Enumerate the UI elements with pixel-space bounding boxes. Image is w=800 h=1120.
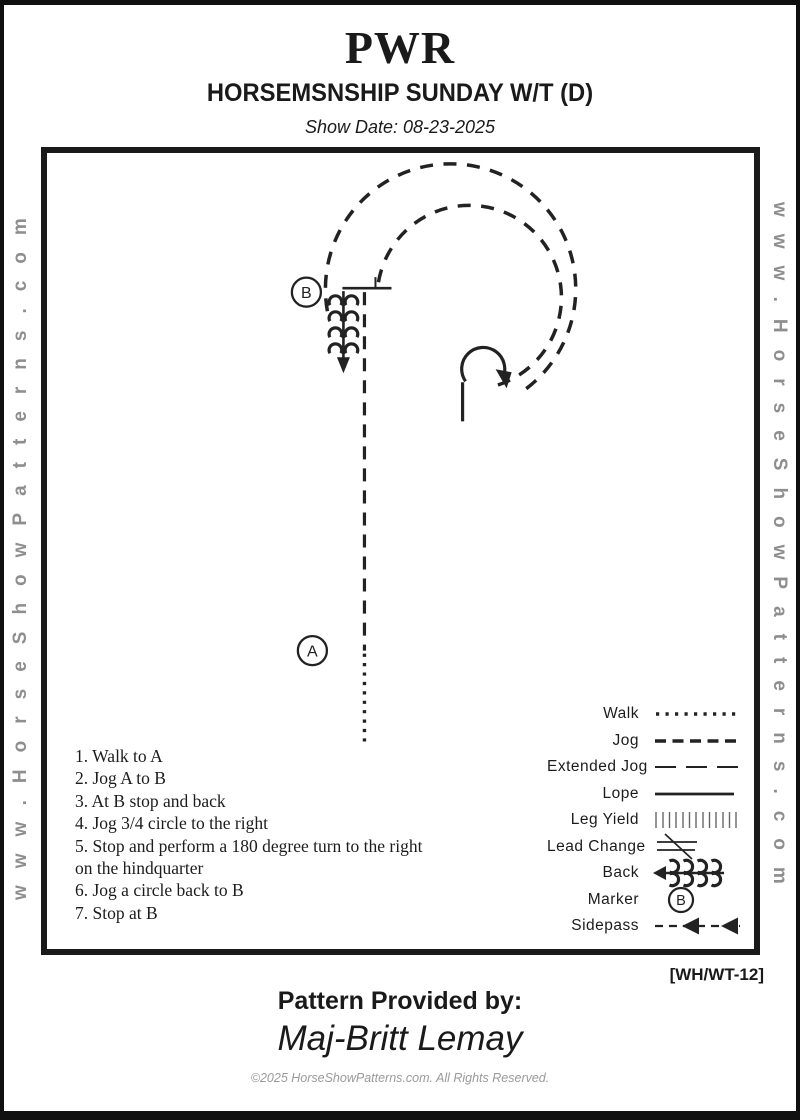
- show-date: Show Date: 08-23-2025: [304, 117, 496, 137]
- provided-by-label: Pattern Provided by:: [277, 987, 523, 1015]
- legend-label: Leg Yield: [570, 811, 639, 829]
- marker-legend-symbol: [652, 887, 744, 913]
- legend-label: Jog: [612, 731, 639, 749]
- legend-row: [547, 887, 744, 914]
- marker-a: [298, 636, 327, 665]
- legend-row: [547, 754, 744, 781]
- sidepass-symbol: [652, 913, 744, 939]
- lope-symbol: [652, 781, 744, 807]
- legend-label: Marker: [587, 890, 639, 908]
- pattern-code: [WH/WT-12]: [669, 965, 764, 984]
- leg-yield-symbol: [652, 807, 744, 833]
- provided-by-name: Maj-Britt Lemay: [277, 1019, 523, 1058]
- extended-jog-symbol: [652, 754, 744, 780]
- copyright-note: ©2025 HorseShowPatterns.com. All Rights Reserved.: [250, 1071, 550, 1085]
- svg-text:B: B: [301, 284, 312, 303]
- instruction-line: 3. At B stop and back: [75, 790, 226, 811]
- legend-label: Lead Change: [547, 837, 646, 855]
- svg-text:B: B: [676, 892, 686, 909]
- legend-row: [547, 701, 744, 728]
- lead-change-symbol: [652, 834, 744, 860]
- instruction-line: 6. Jog a circle back to B: [75, 880, 244, 901]
- legend-row: [547, 781, 744, 808]
- instructions-list: [75, 745, 515, 924]
- legend-label: Walk: [603, 705, 639, 723]
- legend-row: [547, 834, 744, 861]
- legend: [547, 701, 744, 940]
- legend-label: Sidepass: [571, 917, 639, 935]
- instruction-line: 4. Jog 3/4 circle to the right: [75, 813, 268, 834]
- legend-row: [547, 913, 744, 940]
- instruction-line: 5. Stop and perform a 180 degree turn to the right: [75, 835, 423, 856]
- instruction-line: 2. Jog A to B: [75, 768, 166, 789]
- jog-return-circle-path: [378, 205, 561, 386]
- back-legend-symbol: [652, 860, 744, 886]
- legend-label: Lope: [602, 784, 639, 802]
- walk-symbol: [652, 701, 744, 727]
- instruction-line: 1. Walk to A: [75, 746, 163, 766]
- watermark-right: www.HorseShowPatterns.com: [769, 201, 790, 901]
- marker-b: [292, 278, 321, 307]
- pattern-box: [41, 147, 760, 955]
- svg-text:A: A: [307, 642, 318, 661]
- legend-label: Extended Jog: [547, 758, 648, 776]
- legend-label: Back: [602, 864, 639, 882]
- jog-symbol: [652, 728, 744, 754]
- back-symbol: [329, 291, 358, 373]
- legend-row: [547, 860, 744, 887]
- instruction-line: 7. Stop at B: [75, 902, 158, 923]
- instruction-line: on the hindquarter: [75, 858, 204, 879]
- class-title: HORSEMSNSHIP SUNDAY W/T (D): [206, 79, 594, 107]
- legend-row: [547, 728, 744, 755]
- legend-row: [547, 807, 744, 834]
- watermark-left: www.HorseShowPatterns.com: [10, 201, 31, 901]
- page-title: PWR: [344, 22, 456, 73]
